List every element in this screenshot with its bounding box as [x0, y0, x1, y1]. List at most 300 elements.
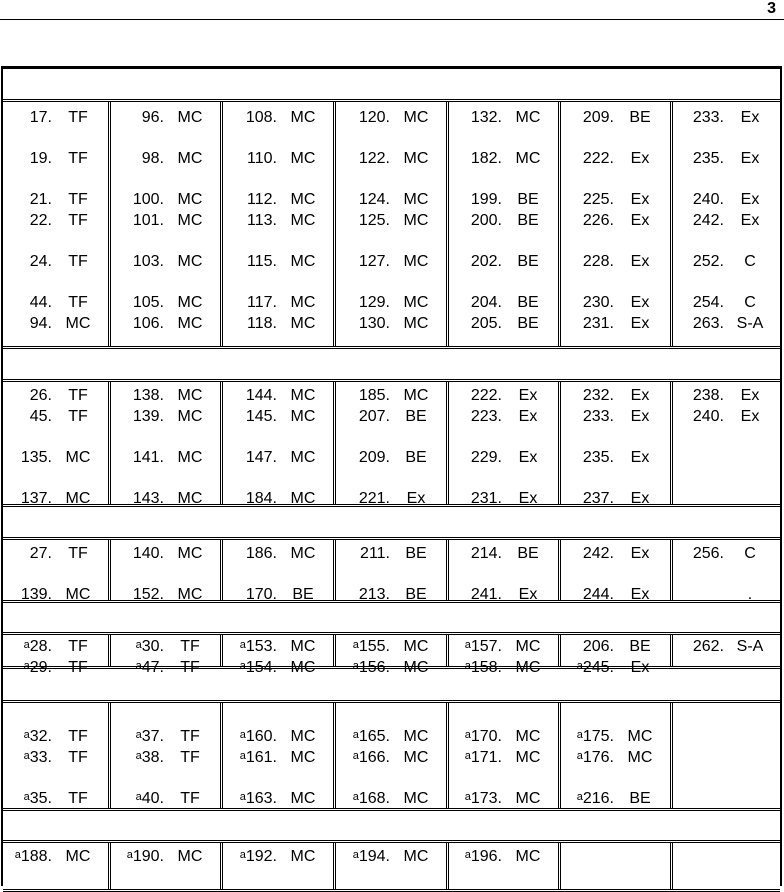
- table-column: [449, 540, 561, 603]
- footnote-marker: a: [135, 659, 142, 672]
- answer-entry: [111, 386, 220, 406]
- item-type: MC: [290, 658, 316, 676]
- item-number: 21.: [29, 191, 52, 209]
- item-type: MC: [177, 294, 203, 312]
- item-number: 110.: [247, 150, 277, 168]
- item-type: MC: [290, 545, 316, 562]
- table-column: [111, 703, 223, 808]
- item-type: C: [744, 545, 756, 562]
- item-type: Ex: [630, 545, 650, 562]
- item-number: 26.: [29, 387, 52, 404]
- item-number: 222.: [582, 150, 614, 168]
- item-number: 117.: [247, 294, 277, 312]
- table-column: [111, 540, 223, 603]
- item-type: Ex: [630, 407, 650, 425]
- item-type: MC: [403, 253, 429, 271]
- item-number: 139.: [132, 407, 164, 425]
- item-type: Ex: [630, 253, 650, 271]
- item-type: MC: [290, 109, 316, 126]
- answer-entry: [3, 637, 108, 657]
- item-type: MC: [290, 191, 316, 209]
- item-number: 185.: [358, 387, 390, 404]
- item-type: C: [744, 294, 756, 312]
- item-type: Ex: [518, 489, 538, 507]
- table-column: [673, 635, 780, 666]
- answer-entry: [449, 585, 558, 605]
- item-number: 231.: [582, 315, 614, 332]
- item-type: TF: [68, 109, 88, 126]
- answer-entry: [561, 637, 670, 657]
- answer-entry: [449, 658, 558, 678]
- footnote-marker: a: [352, 639, 359, 651]
- item-type: Ex: [630, 294, 650, 312]
- item-number: 229.: [470, 448, 502, 466]
- answer-entry: [3, 789, 108, 809]
- answer-entry: [111, 727, 220, 747]
- answer-entry: [673, 386, 780, 406]
- item-number: 206.: [582, 638, 614, 655]
- item-type: MC: [177, 315, 203, 332]
- item-type: Ex: [630, 586, 650, 603]
- item-type: Ex: [518, 448, 538, 466]
- table-column: [673, 382, 780, 504]
- answer-entry: [336, 211, 446, 231]
- table-column: [561, 843, 673, 889]
- footnote-marker: a: [464, 790, 471, 803]
- item-type: Ex: [630, 489, 650, 507]
- item-type: MC: [515, 789, 541, 807]
- footnote-marker: a: [239, 659, 246, 672]
- table-column: [673, 540, 780, 603]
- answer-entry: [111, 407, 220, 427]
- table-column: [336, 635, 449, 676]
- item-number: 221.: [358, 489, 390, 507]
- item-type: MC: [627, 748, 653, 766]
- answer-entry: [673, 637, 780, 657]
- answer-entry: [336, 727, 446, 747]
- answer-entry: [336, 637, 446, 657]
- table-column: [336, 540, 449, 603]
- item-type: TF: [68, 545, 88, 562]
- item-type: S-A: [736, 315, 764, 332]
- page-number: 3: [767, 0, 776, 17]
- answer-entry: [561, 544, 670, 564]
- answer-entry: [561, 314, 670, 334]
- answer-entry: [3, 847, 108, 867]
- item-type: TF: [180, 728, 200, 745]
- footnote-marker: a: [576, 729, 583, 741]
- item-number: $^a$190.: [126, 848, 164, 865]
- answer-entry: [111, 489, 220, 509]
- item-type: MC: [65, 848, 91, 865]
- item-number: $^a$47.: [135, 658, 164, 676]
- item-type: MC: [515, 150, 541, 168]
- answer-entry: [3, 727, 108, 747]
- item-number: 137.: [20, 489, 52, 507]
- footnote-marker: a: [135, 749, 142, 762]
- item-number: 235.: [582, 448, 614, 466]
- table-column: [561, 540, 673, 603]
- item-number: 45.: [29, 407, 52, 425]
- item-type: Ex: [518, 407, 538, 425]
- item-type: MC: [515, 109, 541, 126]
- table-column: [3, 382, 111, 507]
- item-type: TF: [68, 253, 88, 271]
- item-number: 184.: [245, 489, 277, 507]
- item-type: MC: [177, 448, 203, 466]
- footnote-marker: a: [352, 659, 359, 672]
- item-number: $^a$156.: [352, 658, 390, 676]
- answer-entry: [111, 190, 220, 210]
- answer-entry: [111, 448, 220, 468]
- item-type: TF: [68, 638, 88, 655]
- footnote-marker: a: [239, 729, 246, 741]
- answer-entry: [223, 544, 333, 564]
- answer-entry: [561, 748, 670, 768]
- answer-entry: [673, 190, 780, 210]
- table-column: [336, 703, 449, 808]
- item-number: 106.: [132, 315, 164, 332]
- item-number: 19.: [29, 150, 52, 168]
- answer-entry: [336, 544, 446, 564]
- item-type: TF: [68, 387, 88, 404]
- item-number: 101.: [132, 212, 164, 229]
- footnote-marker: a: [239, 749, 246, 762]
- answer-entry: [561, 727, 670, 747]
- item-number: $^a$29.: [23, 658, 52, 676]
- item-number: $^a$171.: [464, 748, 502, 766]
- item-type: MC: [65, 315, 91, 332]
- item-number: 124.: [358, 191, 390, 209]
- item-type: BE: [517, 191, 539, 209]
- item-number: $^a$168.: [352, 789, 390, 807]
- item-number: 240.: [692, 407, 724, 425]
- header-rule: [0, 19, 784, 20]
- item-number: 242.: [692, 212, 724, 229]
- item-number: 138.: [132, 387, 164, 404]
- item-type: MC: [403, 728, 429, 745]
- item-type: BE: [517, 315, 539, 332]
- item-type: MC: [290, 448, 316, 466]
- answer-entry: [223, 252, 333, 272]
- item-type: TF: [68, 728, 88, 745]
- item-number: 145.: [245, 407, 277, 425]
- answer-entry: [449, 211, 558, 231]
- item-type: MC: [515, 848, 541, 865]
- item-type: MC: [515, 728, 541, 745]
- answer-entry: [673, 407, 780, 427]
- item-type: MC: [403, 748, 429, 766]
- item-number: 233.: [692, 109, 724, 126]
- item-type: TF: [68, 789, 88, 807]
- footnote-marker: a: [464, 749, 471, 762]
- answer-entry: [3, 544, 108, 564]
- item-type: MC: [403, 109, 429, 126]
- item-number: 139.: [20, 586, 52, 603]
- item-type: MC: [290, 315, 316, 332]
- answer-entry: [449, 386, 558, 406]
- answer-entry: [223, 407, 333, 427]
- answer-entry: [111, 314, 220, 334]
- item-number: 204.: [470, 294, 502, 312]
- footnote-marker: a: [464, 659, 471, 672]
- answer-entry: [449, 789, 558, 809]
- item-number: 202.: [470, 253, 502, 271]
- item-number: 199.: [470, 191, 502, 209]
- item-number: 233.: [582, 407, 614, 425]
- item-number: $^a$33.: [23, 748, 52, 766]
- answer-entry: [336, 252, 446, 272]
- item-type: Ex: [740, 150, 760, 168]
- footnote-marker: a: [239, 849, 246, 861]
- answer-entry: [336, 847, 446, 867]
- answer-entry: [111, 149, 220, 169]
- item-number: 115.: [247, 253, 277, 271]
- item-number: 147.: [245, 448, 277, 466]
- item-number: $^a$158.: [464, 658, 502, 676]
- table-column: [111, 382, 223, 507]
- item-type: BE: [629, 789, 651, 807]
- item-number: $^a$173.: [464, 789, 502, 807]
- answer-entry: [111, 293, 220, 313]
- item-number: $^a$161.: [239, 748, 277, 766]
- item-type: TF: [180, 638, 200, 655]
- table-column: [561, 382, 673, 507]
- footnote-marker: a: [135, 790, 142, 803]
- answer-entry: [111, 637, 220, 657]
- item-type: Ex: [630, 315, 650, 332]
- answer-entry: [561, 386, 670, 406]
- item-type: MC: [515, 638, 541, 655]
- item-number: 118.: [247, 315, 277, 332]
- table-column: [223, 382, 336, 507]
- table-column: [449, 635, 561, 676]
- table-block: [3, 632, 780, 676]
- answer-entry: [223, 585, 333, 605]
- answer-entry: [336, 108, 446, 128]
- item-type: TF: [68, 407, 88, 425]
- answer-entry: [3, 314, 108, 334]
- item-type: MC: [177, 212, 203, 229]
- item-type: MC: [403, 387, 429, 404]
- item-type: MC: [177, 848, 203, 865]
- item-type: MC: [290, 150, 316, 168]
- answer-entry: [449, 544, 558, 564]
- answer-entry: [673, 544, 780, 564]
- table-column: [336, 102, 449, 346]
- footnote-marker: a: [464, 639, 471, 651]
- item-type: BE: [517, 545, 539, 562]
- item-number: $^a$37.: [135, 728, 164, 745]
- table-column: [561, 703, 673, 808]
- item-number: 105.: [132, 294, 164, 312]
- item-type: MC: [177, 150, 203, 168]
- answer-entry: [561, 658, 670, 678]
- item-type: TF: [68, 212, 88, 229]
- item-number: $^a$194.: [352, 848, 390, 865]
- item-type: BE: [405, 586, 427, 603]
- table-column: [3, 540, 111, 603]
- answer-entry: [3, 489, 108, 509]
- item-number: 214.: [470, 545, 502, 562]
- item-type: TF: [68, 150, 88, 168]
- answer-entry: [223, 847, 333, 867]
- item-type: MC: [403, 848, 429, 865]
- answer-entry: [336, 489, 446, 509]
- item-type: MC: [627, 728, 653, 745]
- item-number: $^a$196.: [464, 848, 502, 865]
- table-column: [223, 540, 336, 603]
- item-number: $^a$35.: [23, 789, 52, 807]
- answer-entry: [561, 789, 670, 809]
- item-number: $^a$216.: [576, 789, 614, 807]
- answer-key-table: [1, 66, 782, 886]
- answer-entry: [561, 190, 670, 210]
- table-column: [111, 635, 223, 676]
- item-number: 125.: [358, 212, 390, 229]
- item-number: 120.: [358, 109, 390, 126]
- item-number: 252.: [692, 253, 724, 271]
- answer-entry: [111, 585, 220, 605]
- answer-entry: [336, 407, 446, 427]
- footnote-marker: a: [23, 729, 30, 741]
- item-number: 22.: [29, 212, 52, 229]
- answer-entry: [561, 293, 670, 313]
- answer-entry: [223, 789, 333, 809]
- item-type: Ex: [630, 191, 650, 209]
- footnote-marker: a: [135, 639, 142, 651]
- footnote-marker: a: [239, 790, 246, 803]
- footnote-marker: a: [352, 749, 359, 762]
- answer-entry: [111, 252, 220, 272]
- item-number: $^a$30.: [135, 638, 164, 655]
- item-number: 205.: [470, 315, 502, 332]
- item-number: $^a$245.: [576, 658, 614, 676]
- table-column: [673, 703, 780, 808]
- answer-entry: [673, 293, 780, 313]
- item-number: $^a$153.: [239, 638, 277, 655]
- item-number: 200.: [470, 212, 502, 229]
- answer-entry: [561, 252, 670, 272]
- item-number: 232.: [582, 387, 614, 404]
- item-type: BE: [292, 586, 314, 603]
- answer-entry: [3, 108, 108, 128]
- answer-entry: [449, 748, 558, 768]
- answer-entry: [223, 386, 333, 406]
- answer-entry: [673, 585, 780, 605]
- item-number: 244.: [582, 586, 614, 603]
- answer-entry: [336, 748, 446, 768]
- item-type: BE: [517, 253, 539, 271]
- table-column: [673, 102, 780, 346]
- item-number: 222.: [470, 387, 502, 404]
- item-number: 27.: [29, 545, 52, 562]
- answer-entry: [336, 448, 446, 468]
- item-number: 141.: [132, 448, 164, 466]
- item-type: MC: [177, 407, 203, 425]
- item-number: 96.: [141, 109, 164, 126]
- item-number: 241.: [470, 586, 502, 603]
- footnote-marker: a: [576, 749, 583, 762]
- item-number: 113.: [247, 212, 277, 229]
- footnote-marker: a: [135, 729, 142, 741]
- item-type: .: [747, 586, 753, 603]
- item-type: Ex: [630, 658, 650, 676]
- item-type: MC: [177, 387, 203, 404]
- item-number: $^a$170.: [464, 728, 502, 745]
- item-type: Ex: [518, 387, 538, 404]
- item-type: MC: [177, 109, 203, 126]
- item-number: 130.: [358, 315, 390, 332]
- item-type: MC: [403, 150, 429, 168]
- item-number: 132.: [470, 109, 502, 126]
- item-number: $^a$166.: [352, 748, 390, 766]
- item-type: MC: [177, 191, 203, 209]
- answer-entry: [3, 658, 108, 678]
- item-type: MC: [290, 789, 316, 807]
- answer-entry: [336, 293, 446, 313]
- footnote-marker: a: [576, 659, 583, 672]
- item-number: 231.: [470, 489, 502, 507]
- table-block: [3, 379, 780, 507]
- item-number: $^a$176.: [576, 748, 614, 766]
- item-number: 235.: [692, 150, 724, 168]
- item-type: TF: [180, 789, 200, 807]
- answer-entry: [223, 658, 333, 678]
- item-type: Ex: [740, 191, 760, 209]
- item-number: 262.: [692, 638, 724, 655]
- item-type: Ex: [740, 212, 760, 229]
- answer-entry: [336, 190, 446, 210]
- answer-entry: [223, 748, 333, 768]
- answer-entry: [336, 789, 446, 809]
- item-type: Ex: [740, 109, 760, 126]
- answer-entry: [449, 293, 558, 313]
- item-type: MC: [290, 728, 316, 745]
- item-type: MC: [290, 253, 316, 271]
- answer-entry: [223, 293, 333, 313]
- item-number: 225.: [582, 191, 614, 209]
- item-number: 228.: [582, 253, 614, 271]
- item-number: 182.: [470, 150, 502, 168]
- item-number: 238.: [692, 387, 724, 404]
- item-type: TF: [68, 658, 88, 676]
- item-number: 135.: [20, 448, 52, 466]
- table-column: [449, 843, 561, 889]
- answer-entry: [561, 211, 670, 231]
- item-number: 144.: [245, 387, 277, 404]
- item-number: 24.: [29, 253, 52, 271]
- answer-entry: [111, 211, 220, 231]
- item-number: 127.: [358, 253, 390, 271]
- item-type: BE: [629, 638, 651, 655]
- item-number: 100.: [132, 191, 164, 209]
- item-number: $^a$165.: [352, 728, 390, 745]
- item-number: 44.: [29, 294, 52, 312]
- item-type: Ex: [518, 586, 538, 603]
- item-type: MC: [403, 315, 429, 332]
- item-type: MC: [290, 848, 316, 865]
- answer-entry: [3, 293, 108, 313]
- answer-entry: [449, 407, 558, 427]
- footnote-marker: a: [576, 790, 583, 803]
- table-block: [3, 700, 780, 811]
- item-type: S-A: [736, 638, 764, 655]
- item-type: TF: [68, 748, 88, 766]
- item-type: Ex: [406, 489, 426, 507]
- answer-entry: [336, 314, 446, 334]
- item-type: MC: [290, 294, 316, 312]
